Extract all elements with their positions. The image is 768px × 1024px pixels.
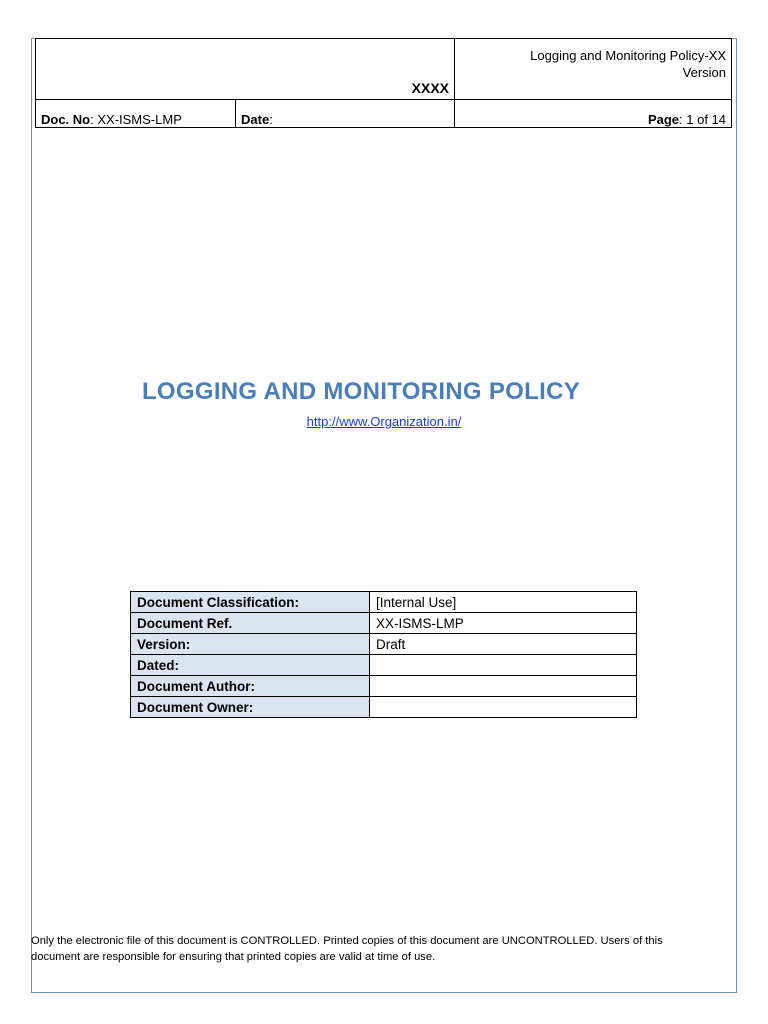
info-row-dated [131, 655, 637, 676]
info-value [370, 676, 637, 697]
info-row-author [131, 676, 637, 697]
page-frame [31, 38, 737, 993]
info-row-ref [131, 613, 637, 634]
info-value: [Internal Use] [370, 592, 637, 613]
date-value: : [269, 112, 273, 127]
info-label: Dated: [131, 655, 370, 676]
info-value: Draft [370, 634, 637, 655]
page-number-cell [455, 100, 732, 128]
doc-number-cell [36, 100, 236, 128]
info-row-classification [131, 592, 637, 613]
date-label: Date [241, 112, 270, 127]
info-label: Document Owner: [131, 697, 370, 718]
page-value: : 1 of 14 [679, 112, 727, 127]
header-title-line-2: Version [682, 65, 727, 80]
doc-number-label: Doc. No [41, 112, 91, 127]
policy-title: LOGGING AND MONITORING POLICY [141, 378, 581, 405]
document-header-table [35, 38, 732, 128]
notice-line-2: document are responsible for ensuring that printed copies are valid at time of use. [31, 951, 436, 963]
info-value: XX-ISMS-LMP [370, 613, 637, 634]
header-title-line-1: Logging and Monitoring Policy-XX [530, 48, 727, 63]
doc-number-value: : XX-ISMS-LMP [90, 112, 182, 127]
controlled-copy-notice [31, 933, 746, 965]
date-cell [236, 100, 455, 128]
header-document-title [455, 39, 732, 100]
info-value [370, 655, 637, 676]
info-label: Document Classification: [131, 592, 370, 613]
notice-line-1: Only the electronic file of this document is CONTROLLED. Printed copies of this document are UNCONTROLLED. Users of this [31, 935, 663, 947]
page-label: Page [647, 112, 680, 127]
organization-url-link[interactable]: http://www.Organization.in/ [306, 414, 462, 429]
info-label: Document Author: [131, 676, 370, 697]
info-label: Document Ref. [131, 613, 370, 634]
info-row-owner [131, 697, 637, 718]
organization-name: XXXX [36, 39, 455, 100]
document-info-table [130, 591, 637, 718]
info-value [370, 697, 637, 718]
info-row-version [131, 634, 637, 655]
info-label: Version: [131, 634, 370, 655]
